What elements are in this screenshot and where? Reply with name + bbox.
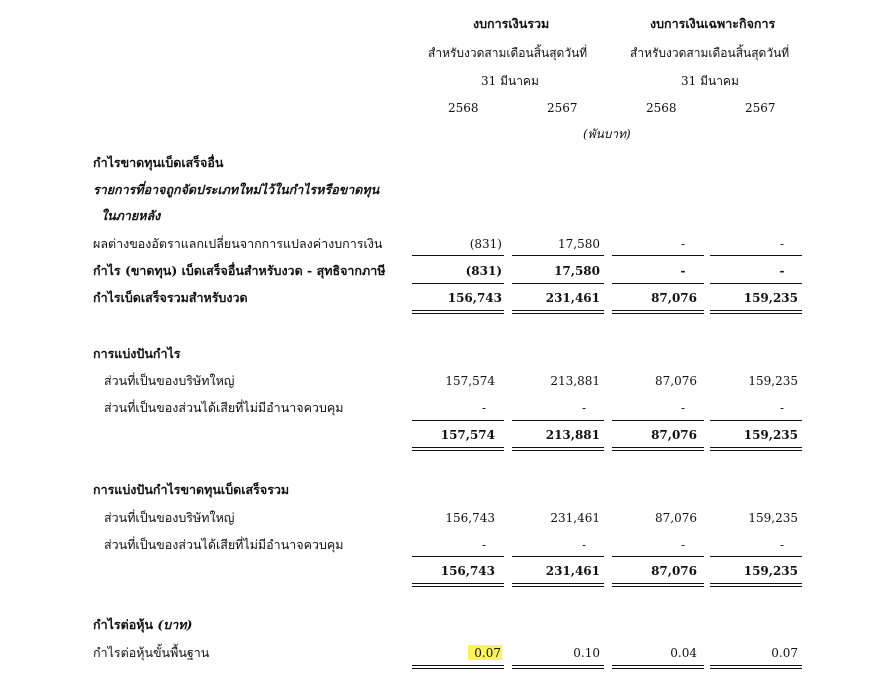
fx-diff-c2: 17,580 bbox=[558, 237, 600, 251]
tci-total-c1: 156,743 bbox=[447, 291, 502, 305]
double-rule bbox=[710, 447, 802, 451]
p-total-c1: 157,574 bbox=[440, 428, 495, 442]
t-parent-c2: 231,461 bbox=[550, 511, 600, 525]
profit-alloc-title: การแบ่งปันกำไร bbox=[93, 346, 181, 361]
eps-title-text: กำไรต่อหุ้น bbox=[93, 617, 153, 632]
rule bbox=[612, 556, 704, 557]
separate-period-line1: สำหรับงวดสามเดือนสิ้นสุดวันที่ bbox=[630, 46, 790, 60]
p-nci-c1: - bbox=[481, 401, 487, 415]
double-rule bbox=[612, 583, 704, 587]
fx-diff-label: ผลต่างของอัตราแลกเปลี่ยนจากการแปลงค่างบการเงิน bbox=[93, 236, 383, 251]
p-total-c2: 213,881 bbox=[545, 428, 600, 442]
p-parent-c2: 213,881 bbox=[550, 374, 600, 388]
oci-section-title: กำไรขาดทุนเบ็ดเสร็จอื่น bbox=[93, 155, 224, 170]
double-rule bbox=[512, 310, 604, 314]
oci-reclass-title-1: รายการที่อาจถูกจัดประเภทใหม่ไว้ในกำไรหรือขาดทุน bbox=[93, 182, 380, 197]
p-total-c3: 87,076 bbox=[651, 428, 697, 442]
double-rule bbox=[710, 665, 802, 669]
t-nci-c1: - bbox=[481, 538, 487, 552]
t-total-c3: 87,076 bbox=[651, 564, 697, 578]
t-total-c2: 231,461 bbox=[545, 564, 600, 578]
tci-alloc-title: การแบ่งปันกำไรขาดทุนเบ็ดเสร็จรวม bbox=[93, 482, 290, 497]
double-rule bbox=[710, 310, 802, 314]
rule bbox=[412, 255, 504, 256]
tci-total-c4: 159,235 bbox=[743, 291, 798, 305]
double-rule bbox=[512, 447, 604, 451]
eps-basic-c1: 0.07 bbox=[474, 646, 501, 660]
rule bbox=[412, 420, 504, 421]
unit-label: (พันบาท) bbox=[583, 127, 631, 141]
p-parent-c1: 157,574 bbox=[445, 374, 495, 388]
t-nci-c3: - bbox=[680, 538, 686, 552]
separate-header: งบการเงินเฉพาะกิจการ bbox=[650, 16, 776, 31]
eps-title bbox=[93, 619, 192, 632]
double-rule bbox=[412, 665, 504, 669]
oci-net-c1: (831) bbox=[465, 264, 502, 278]
rule bbox=[512, 556, 604, 557]
t-parent-c3: 87,076 bbox=[655, 511, 697, 525]
t-parent-c4: 159,235 bbox=[748, 511, 798, 525]
consolidated-period-line2: 31 มีนาคม bbox=[481, 74, 539, 88]
rule bbox=[412, 283, 504, 284]
t-nci-c4: - bbox=[779, 538, 785, 552]
double-rule bbox=[612, 665, 704, 669]
rule bbox=[612, 255, 704, 256]
year-col-3: 2568 bbox=[646, 101, 677, 115]
rule bbox=[512, 420, 604, 421]
oci-net-c3: - bbox=[680, 264, 686, 278]
rule bbox=[710, 255, 802, 256]
p-parent-c3: 87,076 bbox=[655, 374, 697, 388]
oci-net-label: กำไร (ขาดทุน) เบ็ดเสร็จอื่นสำหรับงวด - สุทธิจากภาษี bbox=[93, 263, 386, 278]
double-rule bbox=[710, 583, 802, 587]
p-nci-c2: - bbox=[581, 401, 587, 415]
year-col-1: 2568 bbox=[448, 101, 479, 115]
double-rule bbox=[612, 310, 704, 314]
eps-basic-c3: 0.04 bbox=[670, 646, 697, 660]
t-parent-c1: 156,743 bbox=[445, 511, 495, 525]
year-col-4: 2567 bbox=[745, 101, 776, 115]
rule bbox=[512, 255, 604, 256]
rule bbox=[612, 283, 704, 284]
double-rule bbox=[612, 447, 704, 451]
tci-total-label: กำไรเบ็ดเสร็จรวมสำหรับงวด bbox=[93, 290, 248, 305]
p-parent-c4: 159,235 bbox=[748, 374, 798, 388]
oci-net-c4: - bbox=[779, 264, 785, 278]
oci-net-c2: 17,580 bbox=[554, 264, 600, 278]
t-nci-c2: - bbox=[581, 538, 587, 552]
fx-diff-c4: - bbox=[779, 237, 785, 251]
t-total-c1: 156,743 bbox=[440, 564, 495, 578]
rule bbox=[412, 556, 504, 557]
eps-unit: (บาท) bbox=[157, 617, 193, 632]
double-rule bbox=[512, 583, 604, 587]
double-rule bbox=[412, 583, 504, 587]
t-total-c4: 159,235 bbox=[743, 564, 798, 578]
consolidated-header: งบการเงินรวม bbox=[473, 16, 550, 31]
eps-basic-c2: 0.10 bbox=[573, 646, 600, 660]
p-parent-label: ส่วนที่เป็นของบริษัทใหญ่ bbox=[104, 373, 235, 388]
p-nci-c4: - bbox=[779, 401, 785, 415]
consolidated-period-line1: สำหรับงวดสามเดือนสิ้นสุดวันที่ bbox=[428, 46, 588, 60]
t-parent-label: ส่วนที่เป็นของบริษัทใหญ่ bbox=[104, 510, 235, 525]
p-nci-c3: - bbox=[680, 401, 686, 415]
t-nci-label: ส่วนที่เป็นของส่วนได้เสียที่ไม่มีอำนาจควบคุม bbox=[104, 537, 344, 552]
separate-period-line2: 31 มีนาคม bbox=[681, 74, 739, 88]
rule bbox=[710, 556, 802, 557]
tci-total-c3: 87,076 bbox=[651, 291, 697, 305]
tci-total-c2: 231,461 bbox=[545, 291, 600, 305]
year-col-2: 2567 bbox=[547, 101, 578, 115]
p-total-c4: 159,235 bbox=[743, 428, 798, 442]
rule bbox=[710, 283, 802, 284]
eps-basic-label: กำไรต่อหุ้นขั้นพื้นฐาน bbox=[93, 645, 210, 660]
fx-diff-c3: - bbox=[680, 237, 686, 251]
rule bbox=[710, 420, 802, 421]
eps-basic-c4: 0.07 bbox=[771, 646, 798, 660]
rule bbox=[612, 420, 704, 421]
p-nci-label: ส่วนที่เป็นของส่วนได้เสียที่ไม่มีอำนาจควบคุม bbox=[104, 400, 344, 415]
double-rule bbox=[412, 447, 504, 451]
oci-reclass-title-2: ในภายหลัง bbox=[101, 208, 161, 223]
double-rule bbox=[512, 665, 604, 669]
rule bbox=[512, 283, 604, 284]
double-rule bbox=[412, 310, 504, 314]
fx-diff-c1: (831) bbox=[469, 237, 502, 251]
